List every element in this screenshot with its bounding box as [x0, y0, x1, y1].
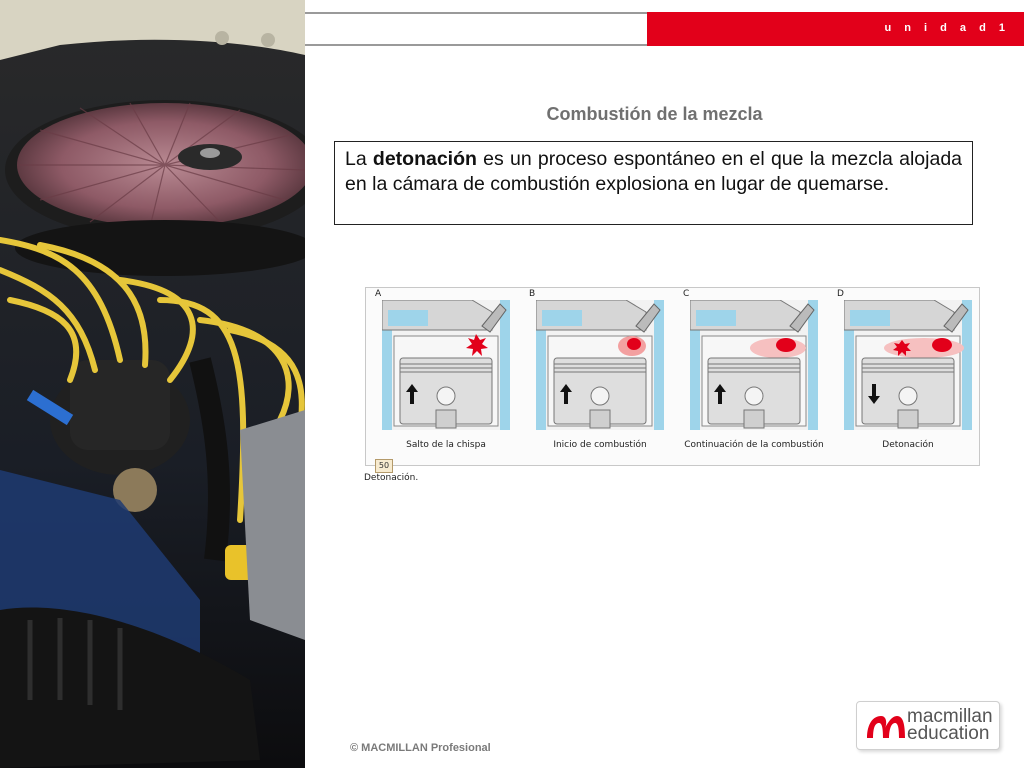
figure-number: 50: [375, 459, 393, 473]
definition-text-start: La: [345, 148, 373, 170]
frame-caption: Inicio de combustión: [553, 440, 647, 450]
figure-caption: Detonación.: [364, 473, 419, 483]
piston-diagram: [382, 300, 510, 430]
definition-text-end: es un proceso espontáneo en el que la mezcla alojada en la cámara de combustión explosiona en lugar de quemarse.: [345, 148, 963, 195]
detonation-figure: [365, 287, 980, 466]
frame-letter: A: [375, 289, 382, 299]
header-divider-bottom: [305, 44, 647, 46]
definition-box: [334, 141, 973, 225]
definition-keyword: detonación: [372, 148, 477, 170]
frame-caption: Salto de la chispa: [406, 440, 486, 450]
piston-diagram: [536, 300, 664, 430]
frame-caption: Detonación: [882, 440, 934, 450]
unit-banner: [647, 12, 1024, 46]
frame-letter: D: [837, 289, 844, 299]
frame-letter: C: [683, 289, 690, 299]
copyright-footer: © MACMILLAN Profesional: [350, 742, 491, 754]
logo-text-education: education: [907, 723, 990, 744]
engine-photo: [0, 0, 305, 768]
frame-letter: B: [529, 289, 536, 299]
unit-label: u n i d a d 1: [884, 22, 1010, 34]
macmillan-emblem-icon: [863, 706, 907, 746]
piston-diagram: [690, 300, 818, 430]
slide-title: Combustión de la mezcla: [546, 104, 763, 124]
piston-diagram: [844, 300, 972, 430]
header-divider-top: [305, 12, 647, 14]
frame-caption: Continuación de la combustión: [684, 440, 824, 450]
logo-text-macmillan: macmillan: [907, 706, 993, 727]
macmillan-logo: [856, 701, 1000, 750]
